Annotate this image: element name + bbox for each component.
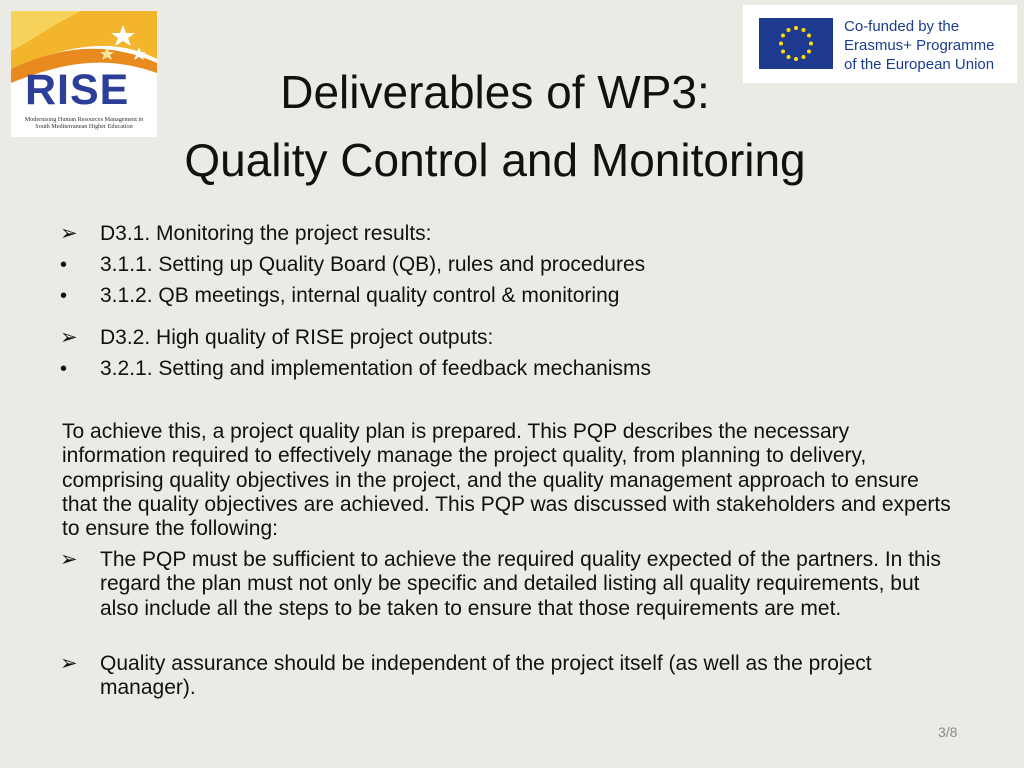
- arrow-bullet-icon: ➢: [60, 548, 78, 571]
- arrow-bullet-icon: ➢: [60, 222, 78, 245]
- arrow-bullet-icon: ➢: [60, 326, 78, 349]
- pqp-point-1: [60, 548, 960, 621]
- rise-logo-tagline: Modernising Human Resources Management in South Mediterranean Higher Education: [24, 116, 144, 131]
- eu-cofunded-text: Co-funded by the Erasmus+ Programme of the European Union: [844, 18, 995, 73]
- bullet-d31-text: D3.1. Monitoring the project results:: [100, 222, 432, 245]
- arrow-bullet-icon: ➢: [60, 652, 78, 675]
- bullet-d312-text: 3.1.2. QB meetings, internal quality control & monitoring: [100, 284, 620, 307]
- pqp-point-2: [60, 652, 960, 701]
- bullet-d32-text: D3.2. High quality of RISE project outputs:: [100, 326, 494, 349]
- slide-title: [0, 58, 990, 194]
- pqp-point-1-text: The PQP must be sufficient to achieve the required quality expected of the partners. In this regard the plan must not only be specific and detailed listing all quality requirements, but also include all the steps to be taken to ensure that those requirements are met.: [100, 548, 941, 620]
- dot-bullet-icon: •: [60, 254, 68, 276]
- pqp-point-2-text: Quality assurance should be independent of the project itself (as well as the project manager).: [100, 652, 872, 700]
- bullet-d311-text: 3.1.1. Setting up Quality Board (QB), rules and procedures: [100, 253, 646, 276]
- page-number: 3/8: [938, 724, 958, 740]
- bullet-d321-text: 3.2.1. Setting and implementation of feedback mechanisms: [100, 357, 651, 380]
- slide-title-line1: Deliverables of WP3:: [280, 66, 710, 118]
- pqp-paragraph: To achieve this, a project quality plan is prepared. This PQP describes the necessary information required to effectively manage the project quality, from planning to delivery, comprising quality objectives in the project, and the quality management approach to ensure that the quality objectives are achieved. This PQP was discussed with stakeholders and experts to ensure the following:: [62, 420, 951, 541]
- dot-bullet-icon: •: [60, 358, 68, 380]
- slide-title-line2: Quality Control and Monitoring: [184, 134, 806, 186]
- dot-bullet-icon: •: [60, 285, 68, 307]
- rise-logo-word: RISE: [25, 66, 130, 114]
